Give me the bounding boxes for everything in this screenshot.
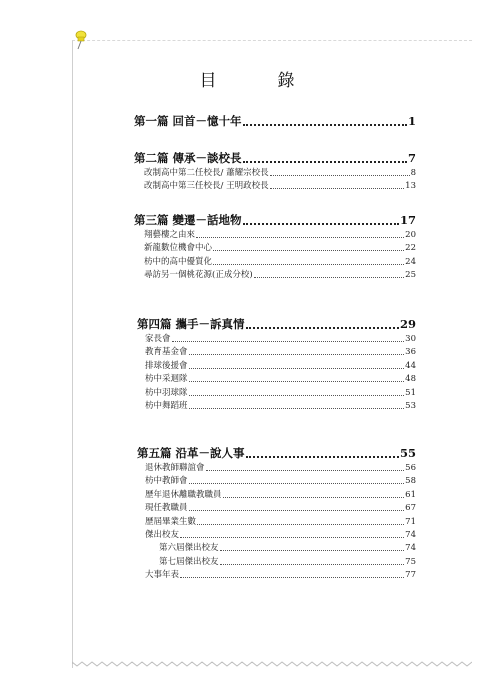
leader-dots — [197, 524, 404, 525]
toc-section-label: 大事年表 — [145, 570, 180, 581]
leader-dots — [223, 497, 405, 498]
toc-chapter-page: 17 — [399, 213, 416, 227]
toc-section-label: 翔藝樓之由來 — [144, 230, 196, 240]
toc-section-entry — [144, 179, 416, 191]
toc-section-page: 20 — [405, 230, 416, 240]
toc-chapter-label: 第三篇 變遷－話地物 — [134, 213, 242, 227]
toc-section-label: 歷年退休離職教職員 — [145, 489, 222, 500]
toc-section-label: 教育基金會 — [145, 347, 188, 358]
toc-chapter-page: 1 — [407, 114, 416, 128]
toc-section-page: 74 — [405, 530, 416, 540]
leader-dots — [220, 564, 405, 565]
toc-section-page: 61 — [405, 489, 416, 500]
leader-dots — [189, 381, 405, 382]
leader-dots — [243, 161, 407, 163]
toc-section-entry — [144, 228, 416, 240]
leader-dots — [246, 327, 399, 329]
toc-section-page: 13 — [405, 181, 416, 192]
toc-section-entry — [145, 461, 416, 473]
leader-dots — [180, 537, 404, 538]
toc-section-label: 枋中采迴隊 — [145, 374, 188, 385]
toc-section-page: 74 — [405, 543, 416, 554]
toc-section-page: 51 — [405, 387, 416, 398]
toc-section-entry — [145, 528, 416, 540]
toc-chapter-label: 第四篇 攜手－訴真情 — [137, 317, 245, 331]
leader-dots — [213, 264, 404, 265]
toc-section-entry — [145, 568, 416, 580]
toc-section-page: 36 — [405, 347, 416, 358]
leader-dots — [189, 510, 405, 511]
toc-section-entry — [145, 372, 416, 384]
leader-dots — [270, 175, 410, 176]
toc-section-entry — [145, 332, 416, 344]
toc-section-entry — [144, 268, 416, 280]
toc-section-entry — [145, 345, 416, 357]
toc-section-label: 歷屆畢業生數 — [145, 516, 197, 527]
toc-section-label: 第七屆傑出校友 — [159, 556, 219, 567]
toc-section-label: 枋中的高中優質化 — [144, 256, 213, 267]
pushpin-icon — [72, 30, 88, 50]
toc-chapter-entry — [134, 113, 416, 129]
toc-section-entry — [145, 474, 416, 486]
leader-dots — [189, 395, 405, 396]
leader-dots — [189, 408, 405, 409]
toc-section-page: 48 — [405, 374, 416, 385]
toc-section-entry — [145, 501, 416, 513]
toc-chapter-entry — [134, 150, 416, 166]
leader-dots — [172, 341, 405, 342]
toc-section-label: 尋訪另一個桃花源(正成分校) — [144, 270, 253, 281]
toc-section-entry — [159, 555, 416, 567]
toc-section-entry — [145, 399, 416, 411]
toc-chapter-page: 7 — [407, 151, 416, 165]
toc-section-entry — [159, 541, 416, 553]
toc-chapter-entry — [137, 445, 416, 461]
leader-dots — [206, 470, 405, 471]
toc-section-label: 家長會 — [145, 334, 171, 344]
toc-section-label: 改制高中第二任校長/ 蕭耀宗校長 — [144, 168, 269, 178]
toc-chapter-page: 55 — [399, 446, 416, 460]
toc-section-label: 現任教職員 — [145, 503, 188, 514]
leader-dots — [220, 550, 405, 551]
toc-section-label: 改制高中第三任校長/ 王明政校長 — [144, 181, 269, 192]
leader-dots — [189, 483, 405, 484]
toc-section-page: 24 — [405, 256, 416, 267]
toc-section-label: 第六屆傑出校友 — [159, 543, 219, 554]
page-torn-edge — [72, 660, 472, 668]
toc-section-page: 67 — [405, 503, 416, 514]
toc-section-label: 傑出校友 — [145, 530, 180, 540]
leader-dots — [189, 354, 405, 355]
toc-section-page: 44 — [405, 360, 416, 371]
toc-section-label: 枋中舞蹈班 — [145, 401, 188, 411]
leader-dots — [243, 124, 407, 126]
toc-section-label: 枋中羽球隊 — [145, 387, 188, 398]
toc-section-label: 退休教師聯誼會 — [145, 463, 205, 473]
toc-section-page: 25 — [405, 270, 416, 281]
toc-section-entry — [145, 359, 416, 371]
leader-dots — [189, 368, 405, 369]
toc-section-page: 71 — [405, 516, 416, 527]
toc-section-entry — [144, 166, 416, 178]
toc-section-entry — [144, 241, 416, 253]
toc-chapter-entry — [137, 316, 416, 332]
toc-section-entry — [145, 386, 416, 398]
toc-section-label: 排球後援會 — [145, 360, 188, 371]
toc-section-page: 22 — [405, 243, 416, 254]
toc-section-entry — [144, 255, 416, 267]
toc-section-page: 30 — [405, 334, 416, 344]
leader-dots — [213, 250, 404, 251]
toc-section-label: 新龍數位機會中心 — [144, 243, 213, 254]
toc-chapter-entry — [134, 212, 416, 228]
toc-section-entry — [145, 515, 416, 527]
toc-section-page: 56 — [405, 463, 416, 473]
page-title: 目 錄 — [199, 71, 317, 91]
toc-section-label: 枋中教師會 — [145, 476, 188, 487]
leader-dots — [246, 456, 399, 458]
toc-section-page: 8 — [410, 168, 416, 178]
leader-dots — [254, 277, 405, 278]
leader-dots — [180, 577, 404, 578]
toc-chapter-page: 29 — [399, 317, 416, 331]
leader-dots — [196, 237, 404, 238]
toc-section-page: 53 — [405, 401, 416, 411]
toc-section-page: 58 — [405, 476, 416, 487]
toc-chapter-label: 第二篇 傳承－談校長 — [134, 151, 242, 165]
toc-section-page: 77 — [405, 570, 416, 581]
toc-section-page: 75 — [405, 556, 416, 567]
toc-section-entry — [145, 488, 416, 500]
leader-dots — [270, 188, 405, 189]
leader-dots — [243, 223, 399, 225]
toc-chapter-label: 第一篇 回首－憶十年 — [134, 114, 242, 128]
toc-chapter-label: 第五篇 沿革－說人事 — [137, 446, 245, 460]
